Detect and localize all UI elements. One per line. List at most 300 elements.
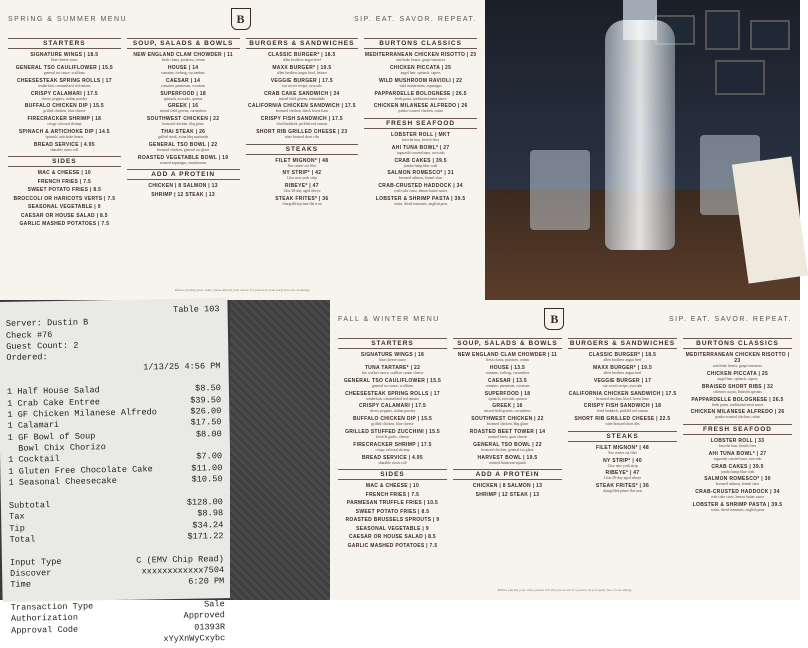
menu-item [127, 65, 240, 75]
menu-item-description: 12oz new york strip [246, 176, 359, 180]
menu-item [338, 483, 447, 489]
menu-item-name: VEGGIE BURGER | 17.5 [246, 78, 359, 84]
menu-item [683, 352, 792, 368]
menu-item-description: bronzed salmon, fennel slaw [683, 482, 792, 486]
menu-section [338, 469, 447, 549]
menu-item-name: CRAB-CRUSTED HADDOCK | 34 [364, 183, 477, 189]
menu-item [453, 352, 562, 362]
menu-item [683, 476, 792, 486]
menu-item-name: SOUTHWEST CHICKEN | 22 [127, 116, 240, 122]
receipt-line-label: Input Type [10, 557, 62, 569]
menu-item [246, 170, 359, 180]
menu-section [453, 338, 562, 465]
menu-item [246, 78, 359, 88]
menu-item-description: brioche bun, french fries [683, 444, 792, 448]
menu-item-name: RIBEYE* | 47 [568, 470, 677, 476]
menu-item-description: angel hair, spinach, capers [683, 377, 792, 381]
receipt-line-value: 01393R [194, 622, 225, 634]
menu-column [8, 38, 121, 286]
receipt-line-label: Check #76 [6, 330, 53, 342]
menu-item-name: GREEK | 16 [127, 103, 240, 109]
menu-item-name: ROASTED BRUSSELS SPROUTS | 9 [338, 517, 447, 523]
section-title: STARTERS [338, 338, 447, 349]
menu-item [364, 65, 477, 75]
menu-item [127, 192, 240, 198]
menu-item-description: fresh & garlic, cheese [338, 435, 447, 439]
menu-item [453, 492, 562, 498]
menu-item-name: VEGGIE BURGER | 17 [568, 378, 677, 384]
menu-item [568, 470, 677, 480]
menu-item-description: jumbo lump blue crab [364, 164, 477, 168]
menu-item-description: 14oz 28-day aged ribeye [246, 189, 359, 193]
menu-item [453, 378, 562, 388]
menu-item [8, 52, 121, 62]
menu-item-name: STEAK FRITES* | 36 [246, 196, 359, 202]
menu-item-description: brioche bun, french fries [364, 138, 477, 142]
menu-tagline: SIP. EAT. SAVOR. REPEAT. [669, 316, 792, 323]
menu-section [338, 338, 447, 465]
menu-item [364, 158, 477, 168]
menu-column [246, 38, 359, 286]
menu-item-name: SIGNATURE WINGS | 18.5 [8, 52, 121, 58]
menu-item-description: spinach, artichoke hearts [8, 135, 121, 139]
menu-item-name: NY STRIP* | 42 [246, 170, 359, 176]
menu-column [683, 338, 792, 586]
menu-item [246, 129, 359, 139]
menu-item-description: bronzed chicken, bbq glaze [127, 122, 240, 126]
menu-item [453, 365, 562, 375]
menu-item-name: CRAB CAKE SANDWICH | 24 [246, 91, 359, 97]
menu-item-name: CRISPY FISH SANDWICH | 18 [568, 403, 677, 409]
wall-frame [715, 60, 765, 95]
menu-item-description: grilled steak, asian bbq marinade [127, 135, 240, 139]
menu-item-name: CHICKEN MILANESE ALFREDO | 26 [683, 409, 792, 415]
receipt-line-value: $7.00 [196, 452, 222, 464]
menu-section [127, 169, 240, 198]
menu-item [568, 416, 677, 426]
menu-item [338, 378, 447, 388]
menu-item-name: FRENCH FRIES | 7.5 [8, 179, 121, 185]
menu-item-name: CLASSIC BURGER* | 18.5 [568, 352, 677, 358]
menu-item-name: GRILLED STUFFED ZUCCHINI | 15.5 [338, 429, 447, 435]
section-title: FRESH SEAFOOD [364, 118, 477, 129]
menu-item [127, 103, 240, 113]
menu-item [453, 391, 562, 401]
menu-item [568, 378, 677, 388]
menu-item-name: THAI STEAK | 26 [127, 129, 240, 135]
menu-item [683, 397, 792, 407]
menu-item [8, 129, 121, 139]
menu-item-name: HOUSE | 13.5 [453, 365, 562, 371]
menu-section [453, 469, 562, 498]
menu-item-name: LOBSTER ROLL | MKT [364, 132, 477, 138]
menu-item-description: sharable rustic roll [8, 148, 121, 152]
menu-item-name: AHI TUNA BOWL* | 27 [683, 451, 792, 457]
restaurant-table-photo [485, 0, 800, 300]
menu-item-name: SEASONAL VEGETABLE | 9 [338, 526, 447, 532]
menu-item-name: CAESAR OR HOUSE SALAD | 8.5 [338, 534, 447, 540]
menu-header [338, 308, 792, 330]
menu-item [364, 52, 477, 62]
menu-item-name: SUPERFOOD | 18 [127, 91, 240, 97]
menu-item-name: HARVEST BOWL | 19.5 [453, 455, 562, 461]
menu-item-name: SWEET POTATO FRIES | 8.5 [338, 509, 447, 515]
menu-season-title: SPRING & SUMMER MENU [8, 16, 127, 23]
menu-item-name: NY STRIP* | 40 [568, 458, 677, 464]
menu-item [683, 384, 792, 394]
menu-item [683, 409, 792, 419]
menu-item-name: STEAK FRITES* | 36 [568, 483, 677, 489]
menu-item-description: romaine, parmesan, croutons [453, 384, 562, 388]
menu-item [364, 145, 477, 155]
menu-item [568, 458, 677, 468]
water-glass [530, 150, 590, 230]
receipt-line-label: Guest Count: 2 [6, 341, 78, 354]
menu-section [683, 338, 792, 420]
menu-item-description: bronzed chicken, black forest ham [568, 397, 677, 401]
menu-item-name: NEW ENGLAND CLAM CHOWDER | 11 [453, 352, 562, 358]
menu-item-name: GENERAL TSO CAULIFLOWER | 15.5 [8, 65, 121, 71]
receipt-line-value: $26.00 [190, 406, 221, 418]
menu-item-description: blue cheese sauce [8, 58, 121, 62]
receipt-line-value: 6:20 PM [188, 576, 224, 588]
receipt-line-label: Tax [9, 512, 25, 524]
receipt-line-label: 1 Gluten Free Chocolate Cake [8, 464, 153, 478]
menu-item-name: CHICKEN PICCATA | 25 [683, 371, 792, 377]
menu-item-name: MAC & CHEESE | 10 [8, 170, 121, 176]
menu-item [8, 91, 121, 101]
menu-section [568, 338, 677, 427]
menu-columns [8, 38, 477, 286]
receipt-table: Table 103 [173, 304, 220, 316]
menu-item [127, 52, 240, 62]
menu-item-description: crab cake crust, lemon butter sauce [364, 189, 477, 193]
menu-item-description: bronzed salmon, fennel slaw [364, 176, 477, 180]
menu-item-name: CALIFORNIA CHICKEN SANDWICH | 17.5 [568, 391, 677, 397]
menu-item [338, 416, 447, 426]
menu-item-name: GREEK | 16 [453, 403, 562, 409]
receipt-line-label: 1 Seasonal Cheesecake [8, 476, 116, 489]
menu-item-name: CALIFORNIA CHICKEN SANDWICH | 17.5 [246, 103, 359, 109]
menu-item-name: RIBEYE* | 47 [246, 183, 359, 189]
section-title: ADD A PROTEIN [127, 169, 240, 180]
menu-item [8, 170, 121, 176]
menu-item [246, 103, 359, 113]
menu-item-description: grilled chicken, blue cheese [338, 422, 447, 426]
menu-item [683, 438, 792, 448]
menu-item-name: GARLIC MASHED POTATOES | 7.5 [338, 543, 447, 549]
menu-item-name: CHICKEN PICCATA | 25 [364, 65, 477, 71]
menu-item-name: GENERAL TSO BOWL | 22 [127, 142, 240, 148]
menu-item-name: LOBSTER ROLL | 33 [683, 438, 792, 444]
menu-item-name: AHI TUNA BOWL* | 27 [364, 145, 477, 151]
menu-item [364, 183, 477, 193]
menu-item [338, 429, 447, 439]
menu-tagline: SIP. EAT. SAVOR. REPEAT. [354, 16, 477, 23]
menu-sheet [330, 300, 800, 600]
menu-item-name: LOBSTER & SHRIMP PASTA | 39.5 [683, 502, 792, 508]
receipt-line-label: 1 GF Bowl of Soup [8, 431, 96, 444]
menu-column [127, 38, 240, 286]
receipt-line-value: $8.50 [195, 384, 221, 396]
menu-item [453, 416, 562, 426]
section-title: FRESH SEAFOOD [683, 424, 792, 435]
menu-item-description: our secret recipe, avocado [568, 384, 677, 388]
menu-item-name: MEDITERRANEAN CHICKEN RISOTTO | 23 [364, 52, 477, 58]
menu-item [127, 183, 240, 189]
menu-item [127, 116, 240, 126]
section-title: BURGERS & SANDWICHES [568, 338, 677, 349]
menu-section [364, 118, 477, 207]
receipt-line-label: 1 Cocktail [8, 454, 60, 466]
menu-header [8, 8, 477, 30]
menu-item-name: FIRECRACKER SHRIMP | 17.5 [338, 442, 447, 448]
menu-item [453, 429, 562, 439]
receipt-line-value: $17.50 [191, 418, 222, 430]
menu-item-description: chargrilled prime flat iron [246, 202, 359, 206]
menu-item [338, 492, 447, 498]
menu-item [683, 502, 792, 512]
menu-item-description: 8oz center cut filet [568, 451, 677, 455]
menu-item [8, 187, 121, 193]
menu-item-name: SUPERFOOD | 18 [453, 391, 562, 397]
menu-item [453, 483, 562, 489]
menu-section [568, 431, 677, 494]
section-title: STARTERS [8, 38, 121, 49]
menu-item-description: crispy colossal shrimp [8, 122, 121, 126]
menu-item [683, 451, 792, 461]
menu-item [8, 196, 121, 202]
menu-item [8, 103, 121, 113]
menu-item-name: CAESAR | 13.5 [453, 378, 562, 384]
receipt-line-value: $10.50 [191, 474, 222, 486]
menu-item [364, 78, 477, 88]
menu-item-description: romaine, parmesan, croutons [127, 84, 240, 88]
menu-item-name: NEW ENGLAND CLAM CHOWDER | 11 [127, 52, 240, 58]
burtons-logo: B [544, 308, 564, 330]
menu-item-description: jumbo lump blue crab [683, 470, 792, 474]
menu-item [453, 442, 562, 452]
menu-item-name: BUFFALO CHICKEN DIP | 15.5 [8, 103, 121, 109]
menu-item-description: grilled chicken, blue cheese [8, 109, 121, 113]
receipt-line-label: Discover [10, 568, 51, 580]
menu-item-description: blue cheese sauce [338, 358, 447, 362]
menu-item [364, 91, 477, 101]
menu-item-description: bronzed chicken, general tso glaze [453, 448, 562, 452]
menu-item-description: fried haddock, pickled red onions [246, 122, 359, 126]
receipt-line-label: 1 GF Chicken Milanese Alfredo [7, 407, 157, 421]
receipt-lines [6, 315, 226, 648]
menu-item [338, 517, 447, 523]
menu-item-description: bronzed chicken, black forest ham [246, 109, 359, 113]
menu-item [338, 500, 447, 506]
menu-item [8, 78, 121, 88]
menu-item-description: artichoke hearts, grape tomatoes [364, 58, 477, 62]
menu-item [568, 352, 677, 362]
menu-item [338, 534, 447, 540]
receipt-line-value: $34.24 [192, 520, 223, 532]
menu-item-description: roasted butternut squash [453, 461, 562, 465]
menu-item-description: our secret recipe, avocado [246, 84, 359, 88]
menu-item-name: ROASTED BEET TOWER | 14 [453, 429, 562, 435]
menu-item-name: CAESAR OR HOUSE SALAD | 8.5 [8, 213, 121, 219]
menu-item-name: CRISPY CALAMARI | 17.5 [8, 91, 121, 97]
section-title: BURTONS CLASSICS [364, 38, 477, 49]
menu-item-name: SHRIMP | 12 STEAK | 13 [127, 192, 240, 198]
menu-item-description: allen brothers angus beef [246, 58, 359, 62]
menu-item-description: tenderloin, caramelized red onions [338, 397, 447, 401]
menu-item-description: fresh clams, potatoes, cream [127, 58, 240, 62]
menu-section [246, 144, 359, 207]
menu-item [8, 65, 121, 75]
menu-item [246, 158, 359, 168]
menu-item [8, 179, 121, 185]
receipt-line-value: xxxxxxxxxxxx7504 [142, 565, 225, 578]
menu-item-description: crispy colossal shrimp [338, 448, 447, 452]
menu-item [453, 403, 562, 413]
menu-item-description: allen brothers angus beef [568, 358, 677, 362]
receipt-line-value: $8.98 [197, 508, 223, 520]
receipt-line-label: 1 Half House Salad [7, 386, 100, 399]
menu-item [8, 142, 121, 152]
menu-item-name: BROCCOLI OR HARICOTS VERTS | 7.5 [8, 196, 121, 202]
menu-item-name: CRAB-CRUSTED HADDOCK | 34 [683, 489, 792, 495]
menu-item-description: wine braised short ribs [568, 422, 677, 426]
receipt-line-value: $39.50 [190, 395, 221, 407]
menu-item-name: PAPPARDELLE BOLOGNESE | 26.5 [364, 91, 477, 97]
menu-item [683, 464, 792, 474]
menu-item [683, 489, 792, 499]
menu-item [364, 170, 477, 180]
water-carafe [605, 20, 675, 250]
menu-item [338, 543, 447, 549]
menu-item-description: allen brothers angus beef [568, 371, 677, 375]
receipt-line-label [10, 546, 15, 557]
menu-item [568, 483, 677, 493]
menu-item-description: mixed field greens, cucumbers [127, 109, 240, 113]
menu-item-description: fresh pasta, traditional meat sauce [683, 403, 792, 407]
menu-item-description: mixed field greens, remoulade [246, 97, 359, 101]
menu-item-description: spinach, avocado, quinoa [127, 97, 240, 101]
menu-item-description: romaine, iceberg, cucumbers [453, 371, 562, 375]
receipt-line-label [10, 591, 15, 602]
receipt-line-value: $171.22 [187, 531, 223, 543]
menu-item-description: mixed field greens, cucumbers [453, 409, 562, 413]
menu-item-name: FILET MIGNON* | 48 [246, 158, 359, 164]
menu-item-name: HOUSE | 14 [127, 65, 240, 71]
menu-item [364, 103, 477, 113]
menu-item-name: PAPPARDELLE BOLOGNESE | 26.5 [683, 397, 792, 403]
receipt-line-label: Server: Dustin B [6, 318, 89, 331]
menu-sheet [0, 0, 485, 300]
receipt-line-label: Time [10, 580, 31, 592]
menu-item-description: bronzed chicken, general tso glaze [127, 148, 240, 152]
menu-item-description: allen brothers angus beef, lettuce [246, 71, 359, 75]
menu-item-name: FIRECRACKER SHRIMP | 18 [8, 116, 121, 122]
menu-item-name: SHORT RIB GRILLED CHEESE | 23 [246, 129, 359, 135]
menu-item [338, 391, 447, 401]
menu-item-name: PARMESAN TRUFFLE FRIES | 10.5 [338, 500, 447, 506]
menu-item [246, 65, 359, 75]
menu-item [127, 129, 240, 139]
menu-item [568, 403, 677, 413]
menu-item-name: LOBSTER & SHRIMP PASTA | 39.5 [364, 196, 477, 202]
menu-item [246, 196, 359, 206]
menu-item-name: MAC & CHEESE | 10 [338, 483, 447, 489]
menu-column [338, 338, 447, 586]
menu-item-name: MEDITERRANEAN CHICKEN RISOTTO | 23 [683, 352, 792, 364]
wall-frame [750, 20, 790, 50]
menu-item-name: CRISPY CALAMARI | 17.5 [338, 403, 447, 409]
menu-item-description: rotini, diced tomatoes, english peas [683, 508, 792, 512]
menu-item-name: SALMON ROMESCO* | 31 [364, 170, 477, 176]
menu-item-description: 12oz new york strip [568, 464, 677, 468]
tablecloth [230, 300, 330, 600]
menu-item [338, 455, 447, 465]
menu-column [364, 38, 477, 286]
section-title: STEAKS [246, 144, 359, 155]
menu-item-description: chargrilled prime flat iron [568, 489, 677, 493]
menu-section [246, 38, 359, 140]
menu-item-name: SHRIMP | 12 STEAK | 13 [453, 492, 562, 498]
receipt-line-label: 1 Calamari [7, 420, 59, 432]
receipt-line-value: $128.00 [187, 497, 223, 509]
menu-item-name: FRENCH FRIES | 7.5 [338, 492, 447, 498]
menu-item [338, 365, 447, 375]
receipt-line-value: Sale [204, 599, 225, 611]
menu-item-description: fresh clams, potatoes, cream [453, 358, 562, 362]
menu-item-description: general tso sauce, scallions [338, 384, 447, 388]
menu-item-name: BREAD SERVICE | 4.95 [8, 142, 121, 148]
menu-season-title: FALL & WINTER MENU [338, 316, 440, 323]
section-title: SOUP, SALADS & BOWLS [127, 38, 240, 49]
menu-item-description: sharable rustic roll [338, 461, 447, 465]
menu-footer: Before placing your order, please inform your server if a person in your party has a food allergy. [338, 588, 792, 592]
menu-item-description: cherry peppers, italian parsley [338, 409, 447, 413]
menu-item [8, 116, 121, 126]
menu-item-name: MAXX BURGER* | 19.5 [568, 365, 677, 371]
section-title: BURTONS CLASSICS [683, 338, 792, 349]
menu-item [683, 371, 792, 381]
menu-item [246, 183, 359, 193]
menu-item-name: CHEESESTEAK SPRING ROLLS | 17 [8, 78, 121, 84]
menu-item-name: CLASSIC BURGER* | 18.5 [246, 52, 359, 58]
receipt-line-label [9, 489, 14, 500]
menu-item-description: artichoke hearts, grape tomatoes [683, 364, 792, 368]
menu-item [364, 196, 477, 206]
menu-item [127, 78, 240, 88]
receipt-line-value: C (EMV Chip Read) [136, 554, 224, 567]
section-title: STEAKS [568, 431, 677, 442]
menu-item-description: roasted asparagus, mushrooms [127, 161, 240, 165]
menu-item-name: SPINACH & ARTICHOKE DIP | 14.5 [8, 129, 121, 135]
receipt-line-label: Bowl Chix Chorizo [8, 442, 106, 455]
menu-item-name: CRISPY FISH SANDWICH | 17.5 [246, 116, 359, 122]
menu-item-description: spinach, avocado, quinoa [453, 397, 562, 401]
menu-item-description: cabernet au jus, brussels sprouts [683, 390, 792, 394]
menu-item [364, 132, 477, 142]
menu-item-description: rotini, diced tomatoes, english peas [364, 202, 477, 206]
section-title: BURGERS & SANDWICHES [246, 38, 359, 49]
menu-item-description: panko-crusted chicken, rotini [364, 109, 477, 113]
menu-item-name: CHEESESTEAK SPRING ROLLS | 17 [338, 391, 447, 397]
menu-footer: Before placing your order, please inform your server if a person in your party has a food allergy. [8, 288, 477, 292]
receipt-date: 1/13/25 4:56 PM [143, 361, 221, 374]
menu-item-description: panko-crusted chicken, rotini [683, 415, 792, 419]
menu-column [453, 338, 562, 586]
menu-item [568, 391, 677, 401]
receipt-line-label: 1 Crab Cake Entree [7, 397, 100, 410]
